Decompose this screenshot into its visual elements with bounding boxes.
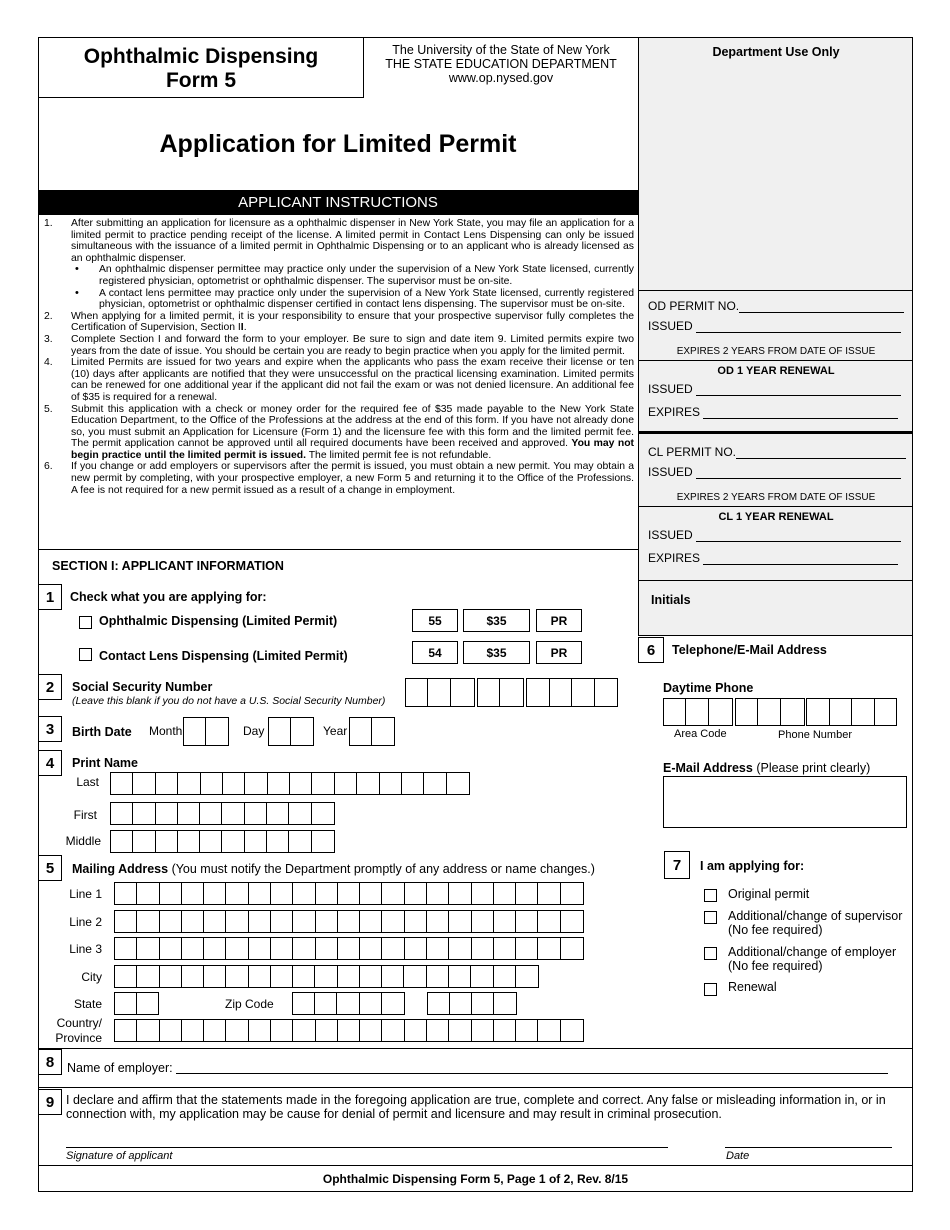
instruction-6: 6. If you change or add employers or supervisors after the permit is issued, you must obtain a new permit. You may obtain a new permit by completing, with your prospective employer, a new Form 5 and returning it to the Office of the Professions. A fee is not required for a new permit issued as a result of a change in employment.	[44, 461, 634, 496]
divider	[639, 635, 912, 636]
char-cell[interactable]	[160, 883, 182, 904]
od-permit-checkbox[interactable]	[79, 616, 92, 629]
char-cell[interactable]	[115, 966, 137, 987]
item-9-number: 9	[38, 1089, 62, 1115]
address-line3-cells[interactable]	[114, 937, 584, 960]
email-input[interactable]	[663, 776, 907, 828]
item-4-number: 4	[38, 750, 62, 776]
ssn-part3[interactable]	[526, 678, 618, 707]
char-cell[interactable]	[293, 938, 315, 959]
char-cell[interactable]	[338, 883, 360, 904]
birth-date-label: Birth Date	[72, 725, 132, 739]
instruction-bullet-2: • A contact lens permittee may practice only under the supervision of a New York State licensed, currently registered physician, optometrist or ophthalmic dispenser certified in contact lens dispensing. The supervisor must be on-site.	[42, 288, 634, 311]
char-cell[interactable]	[449, 911, 471, 932]
cl-issued-field[interactable]: ISSUED	[648, 465, 901, 479]
telephone-email-label: Telephone/E-Mail Address	[672, 643, 827, 657]
od-renewal-title: OD 1 YEAR RENEWAL	[717, 365, 835, 377]
char-cell[interactable]	[137, 938, 159, 959]
char-cell[interactable]	[427, 938, 449, 959]
char-cell[interactable]	[316, 883, 338, 904]
item-7-number: 7	[664, 851, 690, 879]
char-cell[interactable]	[561, 1020, 583, 1041]
char-cell[interactable]	[516, 883, 538, 904]
date-label: Date	[726, 1150, 750, 1162]
char-cell[interactable]	[427, 883, 449, 904]
change-employer-option: Additional/change of employer (No fee required)	[728, 945, 897, 973]
char-cell[interactable]	[115, 911, 137, 932]
char-cell[interactable]	[226, 883, 248, 904]
char-cell[interactable]	[338, 966, 360, 987]
cl-expires-note: EXPIRES 2 YEARS FROM DATE OF ISSUE	[676, 492, 876, 503]
item-8-number: 8	[38, 1049, 62, 1075]
first-name-cells[interactable]	[110, 802, 335, 825]
char-cell[interactable]	[293, 1020, 315, 1041]
char-cell[interactable]	[271, 911, 293, 932]
signature-label: Signature of applicant	[66, 1150, 173, 1162]
item-3-number: 3	[38, 716, 62, 742]
char-cell[interactable]	[271, 938, 293, 959]
email-label: E-Mail Address (Please print clearly)	[663, 761, 871, 775]
char-cell[interactable]	[338, 938, 360, 959]
char-cell[interactable]	[405, 911, 427, 932]
last-name-cells[interactable]	[110, 772, 470, 795]
zip-label: Zip Code	[225, 997, 274, 1011]
last-name-label: Last	[76, 775, 99, 789]
char-cell[interactable]	[360, 883, 382, 904]
line2-label: Line 2	[69, 915, 102, 929]
cl-fee-box: $35	[463, 641, 530, 664]
char-cell[interactable]	[182, 966, 204, 987]
zip-plus4-cells[interactable]	[427, 992, 517, 1015]
char-cell[interactable]	[316, 938, 338, 959]
char-cell[interactable]	[516, 938, 538, 959]
char-cell[interactable]	[204, 966, 226, 987]
char-cell[interactable]	[538, 1020, 560, 1041]
item-6-number: 6	[638, 637, 664, 663]
cl-permit-field[interactable]: CL PERMIT NO.	[648, 445, 906, 459]
divider	[638, 38, 639, 636]
char-cell[interactable]	[561, 911, 583, 932]
phone-number-label: Phone Number	[778, 729, 852, 741]
char-cell[interactable]	[404, 966, 426, 987]
char-cell[interactable]	[271, 1020, 293, 1041]
state-cells[interactable]	[114, 992, 159, 1015]
char-cell[interactable]	[382, 938, 404, 959]
main-title: Application for Limited Permit	[159, 130, 517, 158]
instruction-1: 1. After submitting an application for licensure as a ophthalmic dispenser in New York State, you may file an application for a limited permit to practice pending receipt of the license. A limited permit in Contact Lens Dispensing can only be issued simultaneous with the issuance of a limited permit in Ophthalmic Dispensing or to an applicant who is already licensed as an ophthalmic dispenser.	[44, 218, 634, 264]
cl-code-box: 54	[412, 641, 458, 664]
char-cell[interactable]	[204, 911, 226, 932]
zip-cells[interactable]	[292, 992, 405, 1015]
item-2-number: 2	[38, 674, 62, 700]
od-renewal-expires-field[interactable]: EXPIRES	[648, 405, 898, 419]
cl-renewal-expires-field[interactable]: EXPIRES	[648, 551, 898, 565]
employer-label: Name of employer:	[67, 1061, 173, 1075]
daytime-phone-label: Daytime Phone	[663, 681, 754, 695]
item-1-label: Check what you are applying for:	[70, 590, 267, 604]
address-line1-cells[interactable]	[114, 882, 584, 905]
date-line[interactable]	[725, 1147, 892, 1148]
char-cell[interactable]	[315, 966, 337, 987]
middle-name-label: Middle	[65, 834, 101, 848]
od-code-box: 55	[412, 609, 458, 632]
mailing-address-label: Mailing Address (You must notify the Department promptly of any address or name changes.)	[72, 862, 595, 876]
char-cell[interactable]	[293, 883, 315, 904]
char-cell[interactable]	[471, 966, 493, 987]
char-cell[interactable]	[271, 966, 293, 987]
year-label: Year	[323, 724, 348, 738]
char-cell[interactable]	[204, 883, 226, 904]
char-cell[interactable]	[472, 911, 494, 932]
od-permit-option: Ophthalmic Dispensing (Limited Permit)	[99, 614, 338, 628]
divider	[639, 360, 912, 361]
char-cell[interactable]	[226, 966, 248, 987]
renewal-checkbox[interactable]	[704, 983, 717, 996]
char-cell[interactable]	[449, 938, 471, 959]
char-cell[interactable]	[249, 911, 271, 932]
city-label: City	[81, 970, 102, 984]
od-expires-note: EXPIRES 2 YEARS FROM DATE OF ISSUE	[676, 346, 876, 357]
char-cell[interactable]	[516, 911, 538, 932]
divider	[38, 1087, 913, 1088]
char-cell[interactable]	[427, 1020, 449, 1041]
char-cell[interactable]	[405, 938, 427, 959]
employer-input[interactable]	[176, 1073, 888, 1074]
phone-prefix-cells[interactable]	[735, 698, 805, 726]
divider	[363, 38, 364, 98]
instruction-5: 5. Submit this application with a check or money order for the required fee of $35 made payable to the New York State Education Department, to the Office of the Professions at the address at the end of this form. If you have not already done so, you must submit an Application for Licensure (Form 1) and the licensure fee with this form and the limited permit fee. The permit application cannot be approved until all required documents have been received and approved. You may not begin practice until the limited permit is issued. The limited permit fee is not refundable.	[44, 403, 635, 461]
page-footer: Ophthalmic Dispensing Form 5, Page 1 of 2, Rev. 8/15	[322, 1172, 629, 1186]
instruction-3: 3. Complete Section I and forward the form to your employer. Be sure to sign and date item 9. Limited permits expire two years from the date of issue. You should be certain you are ready to begin practice when you apply for the limited permit.	[44, 333, 634, 357]
ssn-note: (Leave this blank if you do not have a U.S. Social Security Number)	[72, 695, 386, 707]
divider	[38, 97, 364, 98]
char-cell[interactable]	[405, 883, 427, 904]
divider	[639, 506, 912, 507]
divider	[639, 580, 912, 581]
area-code-label: Area Code	[674, 728, 727, 740]
change-supervisor-checkbox[interactable]	[704, 911, 717, 924]
original-permit-option: Original permit	[728, 887, 810, 901]
ssn-part2[interactable]	[477, 678, 524, 707]
od-fee-box: $35	[463, 609, 530, 632]
agency-block: The University of the State of New York THE STATE EDUCATION DEPARTMENT www.op.nysed.gov	[385, 43, 617, 85]
city-cells[interactable]	[114, 965, 539, 988]
char-cell[interactable]	[115, 883, 137, 904]
char-cell[interactable]	[360, 911, 382, 932]
applying-for-label: I am applying for:	[700, 859, 805, 873]
char-cell[interactable]	[360, 938, 382, 959]
phone-line-cells[interactable]	[806, 698, 897, 726]
char-cell[interactable]	[382, 911, 404, 932]
char-cell[interactable]	[472, 883, 494, 904]
signature-line[interactable]	[66, 1147, 668, 1148]
char-cell[interactable]	[360, 1020, 382, 1041]
birth-year-cells[interactable]	[349, 717, 395, 746]
birth-day-cells[interactable]	[268, 717, 314, 746]
change-employer-checkbox[interactable]	[704, 947, 717, 960]
item-5-number: 5	[38, 855, 62, 881]
country-label: Country/ Province	[55, 1016, 102, 1045]
char-cell[interactable]	[160, 1020, 182, 1041]
char-cell[interactable]	[472, 938, 494, 959]
char-cell[interactable]	[449, 966, 471, 987]
char-cell[interactable]	[182, 1020, 204, 1041]
char-cell[interactable]	[561, 938, 583, 959]
print-name-label: Print Name	[72, 756, 138, 770]
char-cell[interactable]	[494, 883, 516, 904]
char-cell[interactable]	[538, 911, 560, 932]
char-cell[interactable]	[338, 911, 360, 932]
area-code-cells[interactable]	[663, 698, 733, 726]
char-cell[interactable]	[137, 911, 159, 932]
divider	[38, 549, 638, 550]
char-cell[interactable]	[382, 1020, 404, 1041]
original-permit-checkbox[interactable]	[704, 889, 717, 902]
char-cell[interactable]	[516, 1020, 538, 1041]
char-cell[interactable]	[561, 883, 583, 904]
birth-month-cells[interactable]	[183, 717, 229, 746]
char-cell[interactable]	[427, 966, 449, 987]
char-cell[interactable]	[382, 883, 404, 904]
middle-name-cells[interactable]	[110, 830, 335, 853]
change-supervisor-option: Additional/change of supervisor (No fee required)	[728, 909, 903, 937]
instructions-banner: APPLICANT INSTRUCTIONS	[38, 190, 638, 215]
initials-label: Initials	[651, 593, 691, 607]
char-cell[interactable]	[449, 1020, 471, 1041]
cl-permit-option: Contact Lens Dispensing (Limited Permit)	[99, 649, 348, 663]
od-renewal-issued-field[interactable]: ISSUED	[648, 382, 901, 396]
char-cell[interactable]	[204, 1020, 226, 1041]
char-cell[interactable]	[293, 911, 315, 932]
char-cell[interactable]	[160, 911, 182, 932]
instruction-bullet-1: • An ophthalmic dispenser permittee may practice only under the supervision of a New York State licensed, currently registered physician, optometrist or ophthalmic dispenser. The supervisor must be on-site.	[42, 264, 634, 287]
char-cell[interactable]	[115, 1020, 137, 1041]
instructions-list	[42, 218, 634, 496]
char-cell[interactable]	[182, 883, 204, 904]
address-line2-cells[interactable]	[114, 910, 584, 933]
cl-renewal-title: CL 1 YEAR RENEWAL	[718, 511, 834, 523]
od-issued-field[interactable]: ISSUED	[648, 319, 901, 333]
char-cell[interactable]	[182, 938, 204, 959]
ssn-label: Social Security Number	[72, 680, 213, 694]
char-cell[interactable]	[226, 938, 248, 959]
cl-permit-checkbox[interactable]	[79, 648, 92, 661]
char-cell[interactable]	[538, 938, 560, 959]
divider	[38, 1165, 913, 1166]
od-permit-field[interactable]: OD PERMIT NO.	[648, 299, 904, 313]
section1-title: SECTION I: APPLICANT INFORMATION	[52, 559, 284, 573]
declaration-text: I declare and affirm that the statements made in the foregoing application are true, complete and correct. Any false or misleading information in, or in connection with, my application may be cause for denial of permit and licensure and may result in criminal prosecution.	[66, 1093, 886, 1121]
divider	[639, 431, 912, 434]
char-cell[interactable]	[494, 938, 516, 959]
char-cell[interactable]	[538, 883, 560, 904]
char-cell[interactable]	[494, 966, 516, 987]
char-cell[interactable]	[494, 1020, 516, 1041]
char-cell[interactable]	[271, 883, 293, 904]
char-cell[interactable]	[249, 1020, 271, 1041]
divider	[38, 1048, 913, 1049]
char-cell[interactable]	[338, 1020, 360, 1041]
char-cell[interactable]	[516, 966, 538, 987]
char-cell[interactable]	[182, 911, 204, 932]
divider	[639, 290, 912, 291]
char-cell[interactable]	[472, 1020, 494, 1041]
char-cell[interactable]	[137, 966, 159, 987]
char-cell[interactable]	[360, 966, 382, 987]
char-cell[interactable]	[316, 911, 338, 932]
char-cell[interactable]	[137, 1020, 159, 1041]
char-cell[interactable]	[405, 1020, 427, 1041]
instruction-4: 4. Limited Permits are issued for two years and expire when the applicants who pass the exam receive their license or ten (10) days after applicants are notified that they were unsuccessful on the practical licensing examination. Limited permits can be renewed for one additional year if the applicant did not fail the exam or was not denied licensure. An additional fee of $35 is required for a renewal.	[44, 357, 634, 403]
first-name-label: First	[73, 808, 97, 822]
char-cell[interactable]	[204, 938, 226, 959]
char-cell[interactable]	[316, 1020, 338, 1041]
day-label: Day	[243, 724, 265, 738]
char-cell[interactable]	[137, 883, 159, 904]
char-cell[interactable]	[115, 938, 137, 959]
od-pr-box: PR	[536, 609, 582, 632]
char-cell[interactable]	[160, 938, 182, 959]
line1-label: Line 1	[69, 887, 102, 901]
char-cell[interactable]	[226, 911, 248, 932]
char-cell[interactable]	[293, 966, 315, 987]
char-cell[interactable]	[249, 938, 271, 959]
char-cell[interactable]	[226, 1020, 248, 1041]
cl-pr-box: PR	[536, 641, 582, 664]
char-cell[interactable]	[494, 911, 516, 932]
form-title: Ophthalmic Dispensing Form 5	[83, 45, 319, 92]
renewal-option: Renewal	[728, 980, 777, 994]
month-label: Month	[149, 724, 183, 738]
instruction-2: 2. When applying for a limited permit, it is your responsibility to ensure that your prospective supervisor fully completes the Certification of Supervision, Section II.	[44, 310, 634, 334]
dept-use-title: Department Use Only	[712, 45, 840, 59]
char-cell[interactable]	[160, 966, 182, 987]
char-cell[interactable]	[249, 883, 271, 904]
item-1-number: 1	[38, 584, 62, 610]
cl-renewal-issued-field[interactable]: ISSUED	[648, 528, 901, 542]
char-cell[interactable]	[382, 966, 404, 987]
ssn-part1[interactable]	[405, 678, 475, 707]
state-label: State	[73, 997, 102, 1011]
line3-label: Line 3	[69, 942, 102, 956]
country-cells[interactable]	[114, 1019, 584, 1042]
char-cell[interactable]	[249, 966, 271, 987]
char-cell[interactable]	[427, 911, 449, 932]
char-cell[interactable]	[449, 883, 471, 904]
